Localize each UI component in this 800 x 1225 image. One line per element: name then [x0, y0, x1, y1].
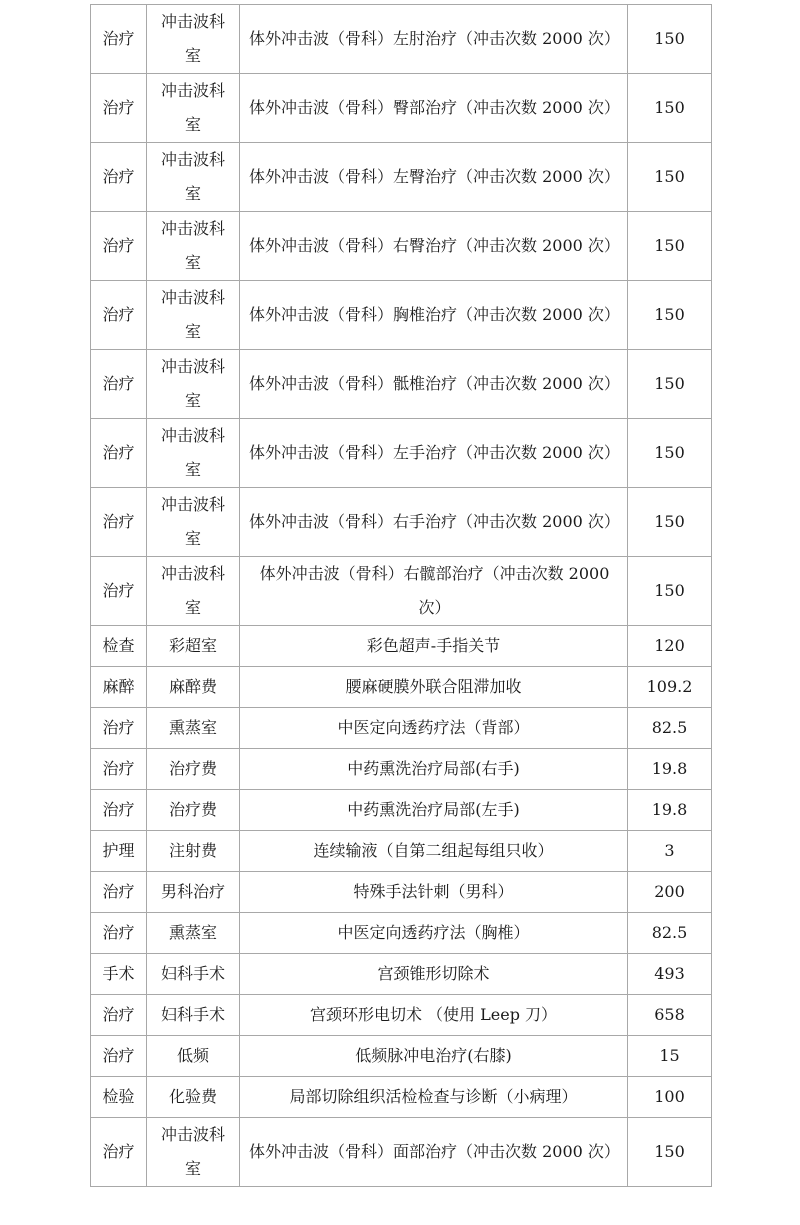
department-cell: [147, 212, 240, 281]
item-cell: 体外冲击波（骨科）臀部治疗（冲击次数 2000 次）: [240, 74, 628, 143]
department-text: 冲击波科: [160, 81, 225, 100]
price-cell: 150: [628, 1118, 712, 1187]
department-cell: [147, 1118, 240, 1187]
department-text: 冲击波科: [160, 357, 225, 376]
department-text: 妇科手术: [160, 1005, 225, 1024]
category-cell: 治疗: [91, 708, 147, 749]
table-row: [91, 143, 712, 212]
table-row: [91, 1036, 712, 1077]
department-text: 室: [184, 1159, 201, 1178]
department-cell: [147, 281, 240, 350]
department-text: 冲击波科: [160, 150, 225, 169]
table-row: [91, 995, 712, 1036]
table-row: [91, 667, 712, 708]
table-row: [91, 74, 712, 143]
table-row: [91, 419, 712, 488]
category-cell: 治疗: [91, 143, 147, 212]
price-cell: 3: [628, 831, 712, 872]
category-cell: 治疗: [91, 350, 147, 419]
department-text: 室: [184, 529, 201, 548]
category-cell: 护理: [91, 831, 147, 872]
department-text: 室: [184, 391, 201, 410]
item-cell: 中医定向透药疗法（背部）: [240, 708, 628, 749]
table-row: [91, 954, 712, 995]
department-text: 熏蒸室: [168, 718, 217, 737]
department-cell: [147, 749, 240, 790]
item-cell: 低频脉冲电治疗(右膝): [240, 1036, 628, 1077]
department-text: 麻醉费: [168, 677, 217, 696]
table-row: [91, 281, 712, 350]
price-cell: 150: [628, 419, 712, 488]
item-cell: 体外冲击波（骨科）左手治疗（冲击次数 2000 次）: [240, 419, 628, 488]
department-text: 室: [184, 322, 201, 341]
item-cell: 宫颈锥形切除术: [240, 954, 628, 995]
department-cell: [147, 790, 240, 831]
category-cell: 治疗: [91, 488, 147, 557]
department-text: 妇科手术: [160, 964, 225, 983]
table-row: [91, 1077, 712, 1118]
department-text: 冲击波科: [160, 219, 225, 238]
table-row: [91, 350, 712, 419]
category-cell: 治疗: [91, 419, 147, 488]
price-cell: 150: [628, 5, 712, 74]
price-cell: 100: [628, 1077, 712, 1118]
department-text: 化验费: [168, 1087, 217, 1106]
price-cell: 493: [628, 954, 712, 995]
item-cell: 体外冲击波（骨科）右臀治疗（冲击次数 2000 次）: [240, 212, 628, 281]
department-text: 熏蒸室: [168, 923, 217, 942]
department-cell: [147, 831, 240, 872]
category-cell: 检查: [91, 626, 147, 667]
department-cell: [147, 1077, 240, 1118]
table-row: [91, 872, 712, 913]
department-cell: [147, 667, 240, 708]
department-cell: [147, 5, 240, 74]
price-cell: 150: [628, 212, 712, 281]
table-row: [91, 913, 712, 954]
department-cell: [147, 1036, 240, 1077]
department-text: 冲击波科: [160, 288, 225, 307]
table-row: [91, 1118, 712, 1187]
table-row: [91, 831, 712, 872]
table-row: [91, 790, 712, 831]
table-row: [91, 557, 712, 626]
department-text: 室: [184, 598, 201, 617]
item-cell: 连续输液（自第二组起每组只收）: [240, 831, 628, 872]
item-cell: 局部切除组织活检检查与诊断（小病理）: [240, 1077, 628, 1118]
item-cell: 体外冲击波（骨科）右髋部治疗（冲击次数 2000 次）: [240, 557, 628, 626]
department-cell: [147, 872, 240, 913]
item-cell: 宫颈环形电切术 （使用 Leep 刀）: [240, 995, 628, 1036]
department-cell: [147, 708, 240, 749]
table-row: [91, 212, 712, 281]
department-cell: [147, 488, 240, 557]
department-text: 室: [184, 46, 201, 65]
department-text: 彩超室: [168, 636, 217, 655]
department-text: 注射费: [168, 841, 217, 860]
category-cell: 治疗: [91, 913, 147, 954]
category-cell: 治疗: [91, 872, 147, 913]
department-cell: [147, 954, 240, 995]
item-cell: 体外冲击波（骨科）左臀治疗（冲击次数 2000 次）: [240, 143, 628, 212]
department-cell: [147, 419, 240, 488]
category-cell: 检验: [91, 1077, 147, 1118]
price-cell: 120: [628, 626, 712, 667]
item-cell: 中药熏洗治疗局部(左手): [240, 790, 628, 831]
price-cell: 658: [628, 995, 712, 1036]
fee-table: [90, 4, 712, 1187]
department-text: 室: [184, 184, 201, 203]
category-cell: 麻醉: [91, 667, 147, 708]
price-cell: 200: [628, 872, 712, 913]
price-cell: 150: [628, 350, 712, 419]
department-text: 冲击波科: [160, 426, 225, 445]
department-text: 冲击波科: [160, 12, 225, 31]
table-row: [91, 626, 712, 667]
item-cell: 体外冲击波（骨科）胸椎治疗（冲击次数 2000 次）: [240, 281, 628, 350]
table-row: [91, 749, 712, 790]
price-cell: 150: [628, 488, 712, 557]
item-cell: 体外冲击波（骨科）右手治疗（冲击次数 2000 次）: [240, 488, 628, 557]
item-cell: 体外冲击波（骨科）左肘治疗（冲击次数 2000 次）: [240, 5, 628, 74]
department-cell: [147, 995, 240, 1036]
item-cell: 特殊手法针刺（男科）: [240, 872, 628, 913]
item-cell: 体外冲击波（骨科）骶椎治疗（冲击次数 2000 次）: [240, 350, 628, 419]
department-text: 男科治疗: [160, 882, 225, 901]
price-cell: 19.8: [628, 790, 712, 831]
category-cell: 治疗: [91, 1118, 147, 1187]
item-cell: 彩色超声-手指关节: [240, 626, 628, 667]
item-cell: 体外冲击波（骨科）面部治疗（冲击次数 2000 次）: [240, 1118, 628, 1187]
department-cell: [147, 350, 240, 419]
price-cell: 15: [628, 1036, 712, 1077]
department-text: 冲击波科: [160, 1125, 225, 1144]
item-cell: 腰麻硬膜外联合阻滞加收: [240, 667, 628, 708]
category-cell: 治疗: [91, 74, 147, 143]
category-cell: 治疗: [91, 790, 147, 831]
table-row: [91, 5, 712, 74]
item-cell: 中药熏洗治疗局部(右手): [240, 749, 628, 790]
category-cell: 治疗: [91, 557, 147, 626]
department-cell: [147, 74, 240, 143]
department-text: 室: [184, 253, 201, 272]
table-row: [91, 708, 712, 749]
category-cell: 治疗: [91, 749, 147, 790]
price-cell: 109.2: [628, 667, 712, 708]
department-text: 低频: [176, 1046, 209, 1065]
price-cell: 82.5: [628, 708, 712, 749]
category-cell: 治疗: [91, 281, 147, 350]
department-text: 冲击波科: [160, 564, 225, 583]
price-cell: 150: [628, 557, 712, 626]
department-text: 治疗费: [168, 759, 217, 778]
department-text: 室: [184, 460, 201, 479]
price-cell: 150: [628, 143, 712, 212]
category-cell: 治疗: [91, 5, 147, 74]
table-row: [91, 488, 712, 557]
price-cell: 19.8: [628, 749, 712, 790]
price-cell: 150: [628, 281, 712, 350]
department-text: 治疗费: [168, 800, 217, 819]
department-cell: [147, 557, 240, 626]
price-cell: 82.5: [628, 913, 712, 954]
category-cell: 治疗: [91, 212, 147, 281]
fee-table-body: [91, 5, 712, 1187]
category-cell: 治疗: [91, 1036, 147, 1077]
department-text: 室: [184, 115, 201, 134]
category-cell: 手术: [91, 954, 147, 995]
department-cell: [147, 626, 240, 667]
category-cell: 治疗: [91, 995, 147, 1036]
price-cell: 150: [628, 74, 712, 143]
department-text: 冲击波科: [160, 495, 225, 514]
department-cell: [147, 913, 240, 954]
item-cell: 中医定向透药疗法（胸椎）: [240, 913, 628, 954]
department-cell: [147, 143, 240, 212]
